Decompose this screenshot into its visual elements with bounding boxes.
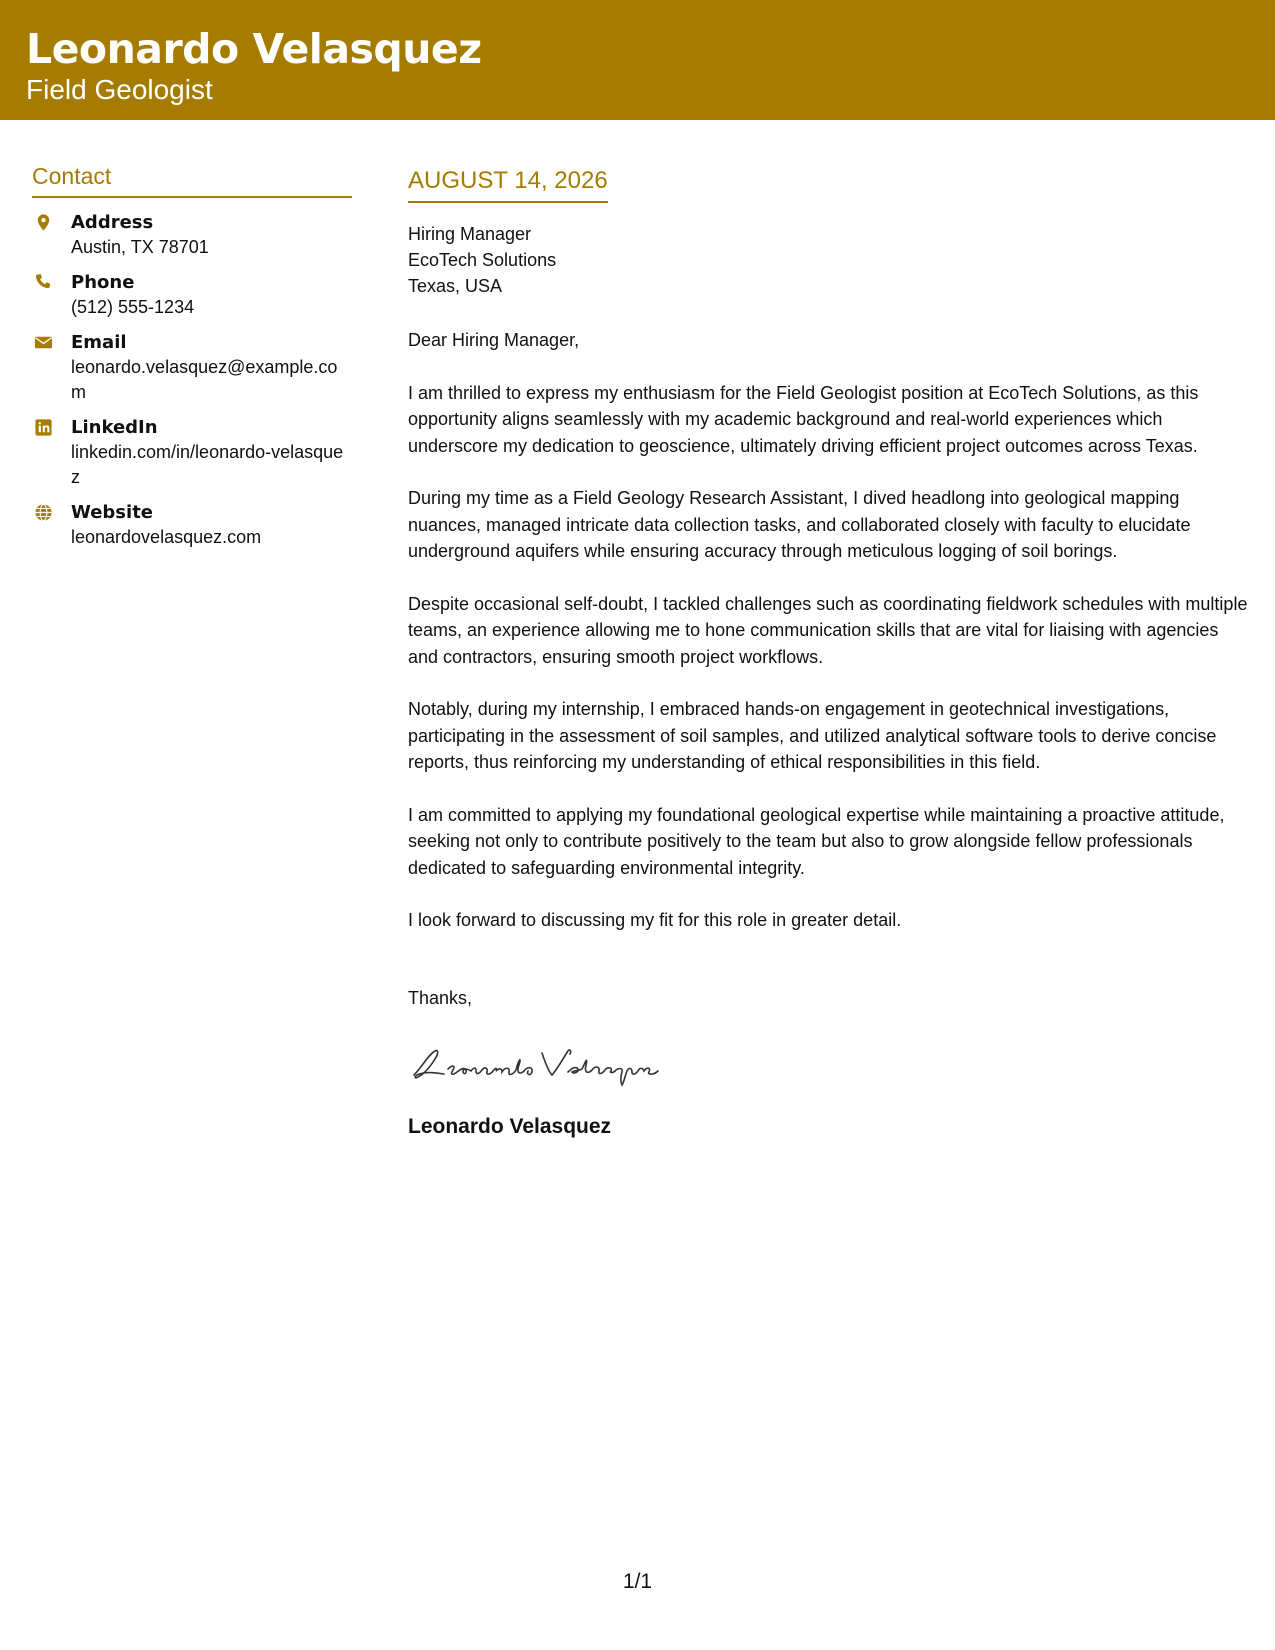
contact-value: leonardovelasquez.com — [71, 527, 262, 547]
header-banner — [0, 0, 1275, 120]
body-paragraph: I am committed to applying my foundational geological expertise while maintaining a proactive attitude, seeking not only to contribute positively to the team but also to grow alongside fellow professionals dedicated to safeguarding environmental integrity. — [408, 804, 1225, 878]
body-paragraph: Despite occasional self-doubt, I tackled challenges such as coordinating fieldwork schedules with multiple teams, an experience allowing me to hone communication skills that are vital for liaising with agencies and contractors, ensuring smooth project workflows. — [408, 593, 1248, 667]
job-title: Field Geologist — [26, 74, 213, 105]
contact-label: Phone — [71, 272, 135, 293]
body-paragraph: I am thrilled to express my enthusiasm for the Field Geologist position at EcoTech Solutions, as this opportunity aligns seamlessly with my academic background and real-world experiences which underscore my dedication to geoscience, ultimately driving efficient project outcomes across Texas. — [408, 382, 1199, 456]
contact-item-linkedin — [32, 415, 352, 490]
contact-heading: Contact — [32, 160, 352, 198]
contact-value: leonardo.velasquez@example.com — [71, 357, 338, 402]
page-number: 1/1 — [622, 1570, 653, 1593]
contact-label: Address — [71, 212, 154, 233]
body-paragraph: During my time as a Field Geology Research Assistant, I dived headlong into geological mapping nuances, managed intricate data collection tasks, and collaborated closely with faculty to elucidate underground aquifers while ensuring accuracy through meticulous logging of soil borings. — [408, 488, 1191, 561]
map-pin-icon — [34, 213, 53, 232]
contact-label: Email — [71, 332, 127, 353]
phone-icon — [34, 273, 53, 292]
contact-label: Website — [71, 502, 154, 523]
closing: Thanks, — [408, 987, 473, 1008]
applicant-name: Leonardo Velasquez — [26, 25, 482, 73]
contact-sidebar — [32, 160, 352, 550]
body-paragraph: Notably, during my internship, I embraced hands-on engagement in geotechnical investigations, participating in the assessment of soil samples, and utilized analytical software tools to derive concise reports, thus reinforcing my understanding of ethical responsibilities in this field. — [408, 699, 1217, 772]
contact-value: (512) 555-1234 — [71, 297, 195, 317]
linkedin-icon — [34, 418, 53, 437]
recipient-block — [408, 221, 1248, 299]
salutation: Dear Hiring Manager, — [408, 330, 580, 350]
body-paragraph: I look forward to discussing my fit for this role in greater detail. — [408, 910, 902, 930]
contact-item-website — [32, 500, 352, 550]
letter-date: AUGUST 14, 2026 — [408, 164, 608, 203]
handwritten-signature — [408, 1041, 678, 1089]
contact-item-address — [32, 210, 352, 260]
envelope-icon — [34, 333, 53, 352]
contact-value: linkedin.com/in/leonardo-velasquez — [71, 442, 344, 487]
contact-label: LinkedIn — [71, 417, 158, 438]
letter-body — [408, 164, 1248, 1141]
contact-item-phone — [32, 270, 352, 320]
signer-name: Leonardo Velasquez — [408, 1114, 612, 1138]
contact-value: Austin, TX 78701 — [71, 237, 209, 257]
recipient-line: EcoTech Solutions — [408, 250, 557, 270]
contact-item-email — [32, 330, 352, 405]
recipient-line: Texas, USA — [408, 276, 503, 296]
globe-icon — [34, 503, 53, 522]
recipient-line: Hiring Manager — [408, 224, 532, 244]
